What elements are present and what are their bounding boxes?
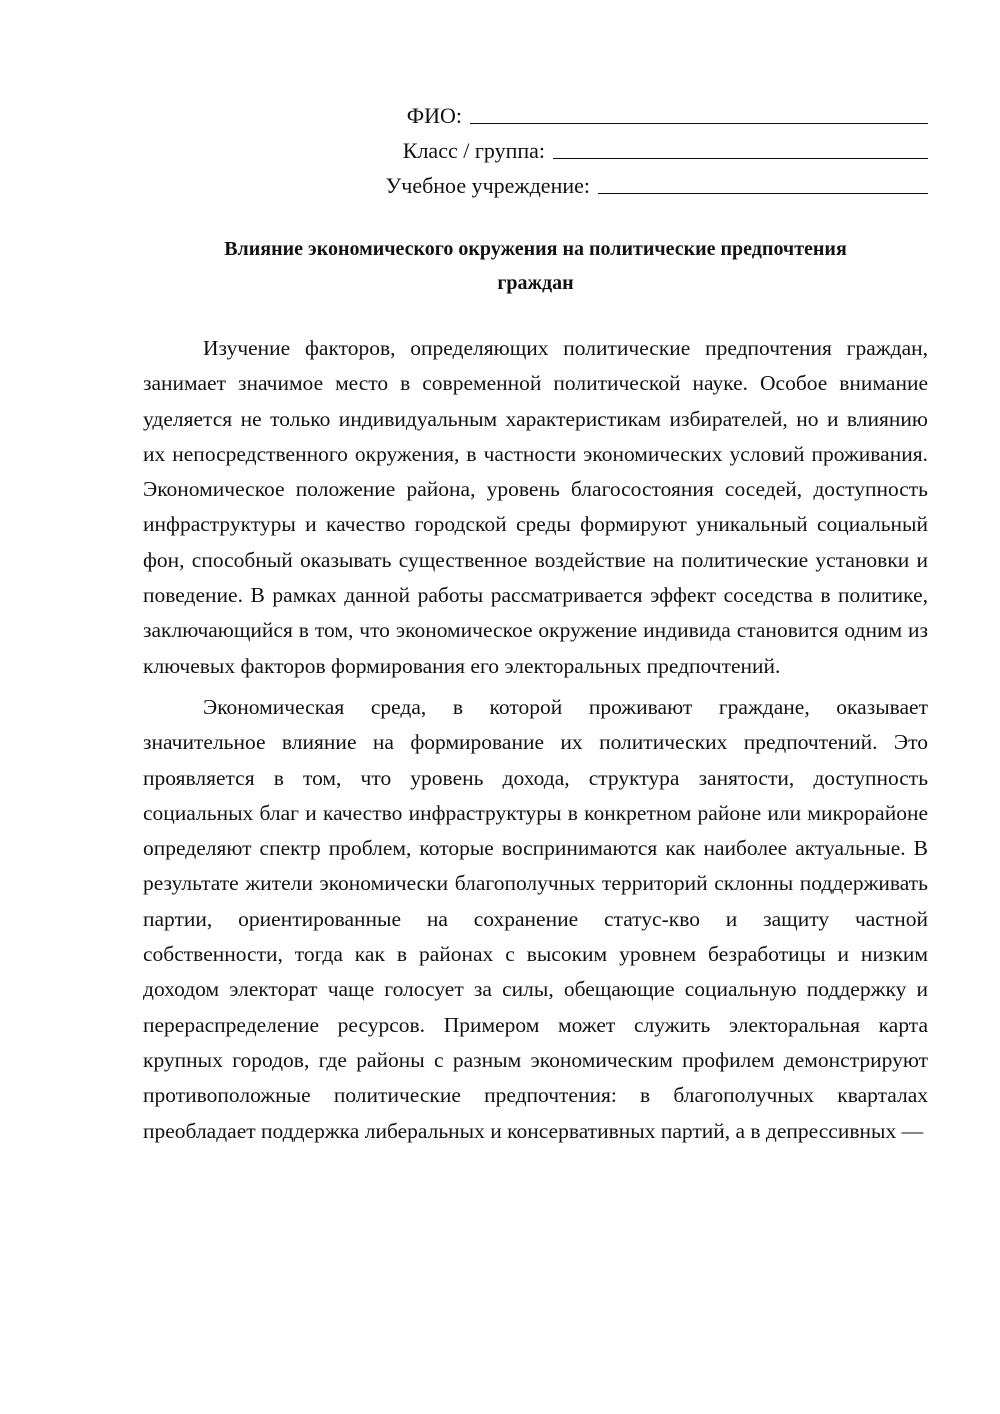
field-name-line[interactable] [470,123,928,124]
field-name [368,92,928,127]
student-info-fields [368,92,928,197]
field-class-label: Класс / группа: [402,138,545,163]
paragraph-2: Экономическая среда, в которой проживают граждане, оказывает значительное влияние на формирование их политических предпочтений. Это проявляется в том, что уровень дохода, структура занятости, доступность социальных благ и качество инфраструктуры в конкретном районе или микрорайоне определяют спектр проблем, которые воспринимаются как наиболее актуальные. В результате жители экономически благополучных территорий склонны поддерживать партии, ориентированные на сохранение статус-кво и защиту частной собственности, тогда как в районах с высоким уровнем безработицы и низким доходом электорат чаще голосует за силы, обещающие социальную поддержку и перераспределение ресурсов. Примером может служить электоральная карта крупных городов, где районы с разным экономическим профилем демонстрируют противоположные политические предпочтения: в благополучных кварталах преобладает поддержка либеральных и консервативных партий, а в депрессивных — [143,694,928,1143]
field-class [368,127,928,162]
title-line-1: Влияние экономического окружения на политические предпочтения [224,238,847,260]
title-line-2: граждан [497,272,574,294]
field-institution-label: Учебное учреждение: [385,173,590,198]
paragraph-1: Изучение факторов, определяющих политические предпочтения граждан, занимает значимое место в современной политической науке. Особое внимание уделяется не только индивидуальным характеристикам избирателей, но и влиянию их непосредственного окружения, в частности экономических условий проживания. Экономическое положение района, уровень благосостояния соседей, доступность инфраструктуры и качество городской среды формируют уникальный социальный фон, способный оказывать существенное воздействие на политические установки и поведение. В рамках данной работы рассматривается эффект соседства в политике, заключающийся в том, что экономическое окружение индивида становится одним из ключевых факторов формирования его электоральных предпочтений. [143,336,928,678]
document-body [143,331,928,1155]
field-institution-line[interactable] [598,193,928,194]
document-title [143,232,928,300]
field-class-line[interactable] [553,158,928,159]
field-institution [368,162,928,197]
field-name-label: ФИО: [406,103,462,128]
